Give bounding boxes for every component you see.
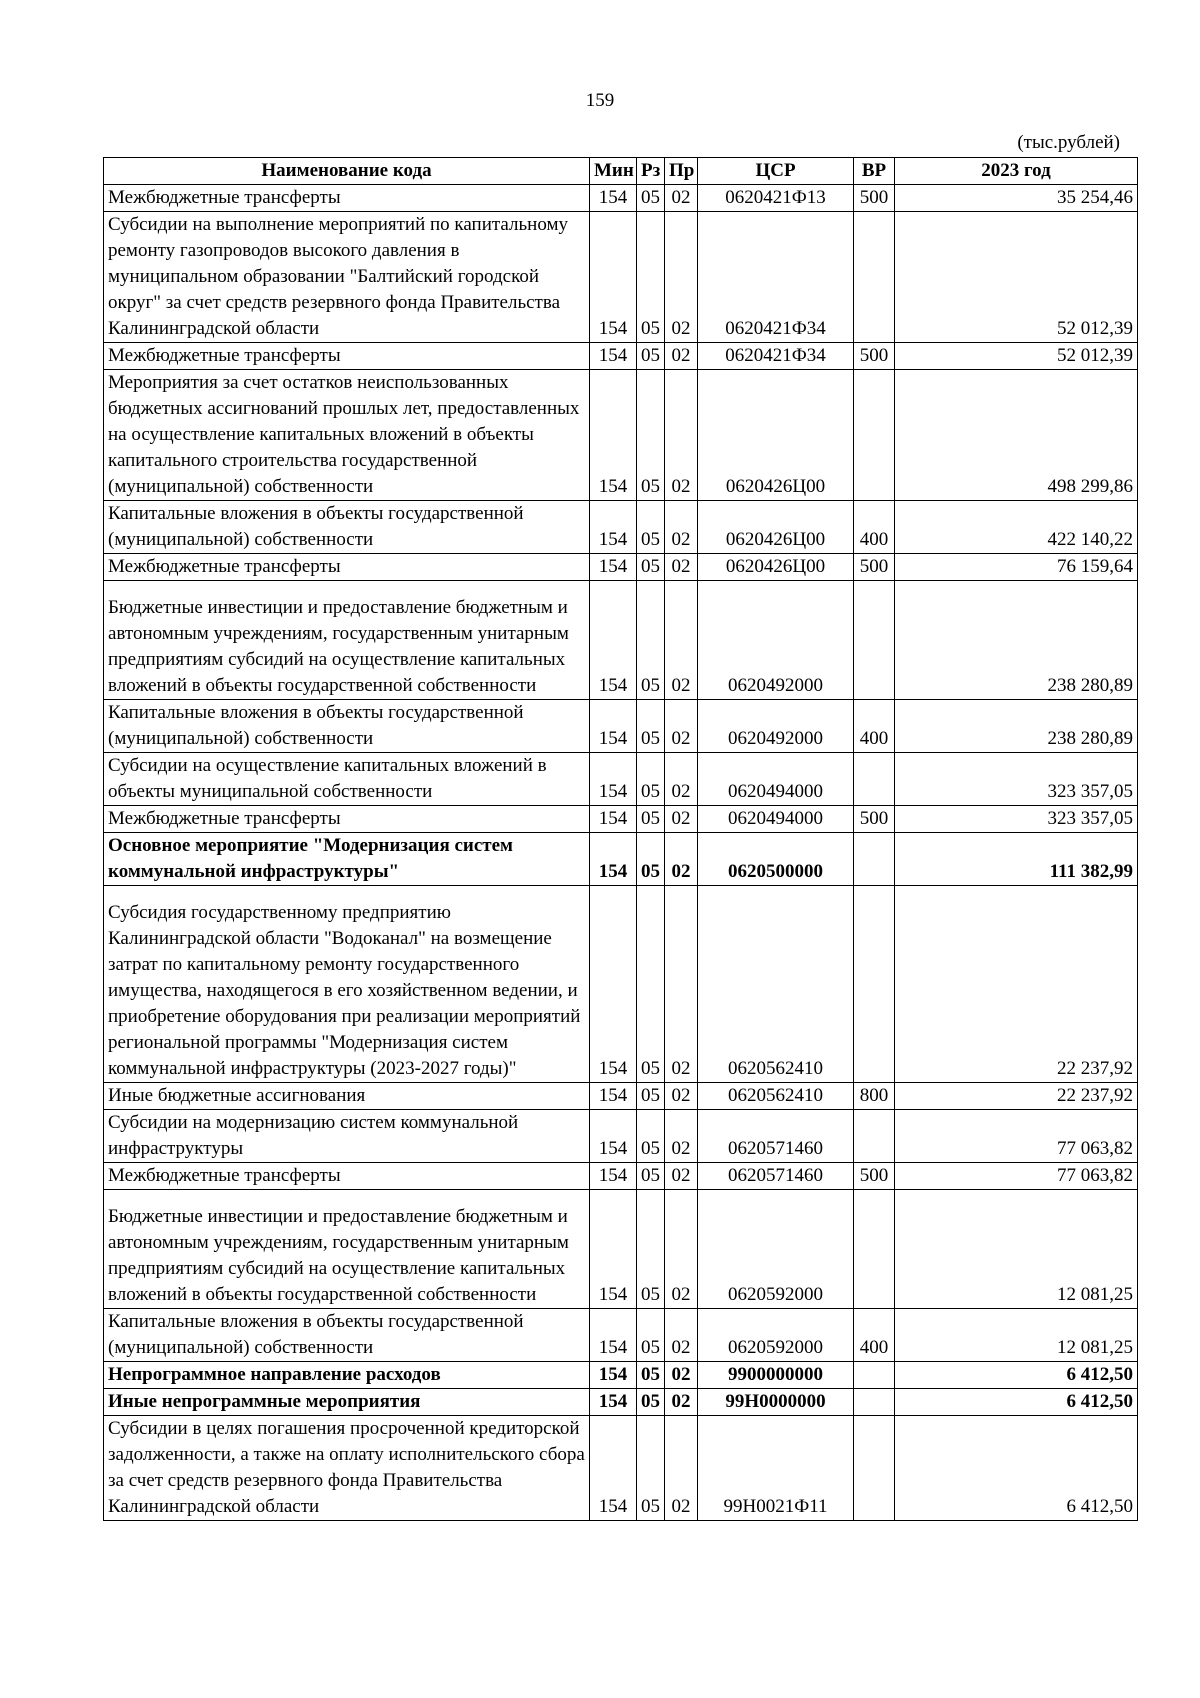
cell-value: 323 357,05	[895, 753, 1138, 806]
cell-pr: 02	[665, 1309, 698, 1362]
cell-csr: 0620492000	[698, 581, 854, 700]
table-row	[104, 501, 1138, 554]
cell-vr	[854, 212, 895, 343]
cell-pr: 02	[665, 212, 698, 343]
cell-vr	[854, 581, 895, 700]
cell-name: Субсидия государственному предприятию Калининградской области "Водоканал" на возмещение затрат по капитальному ремонту государственного имущества, находящегося в его хозяйственном ведении, и приобретение оборудования при реализации мероприятий региональной программы "Модернизация систем коммунальной инфраструктуры (2023-2027 годы)"	[104, 886, 590, 1083]
cell-pr: 02	[665, 1163, 698, 1190]
cell-min: 154	[590, 886, 637, 1083]
table-row	[104, 1309, 1138, 1362]
header-vr: ВР	[854, 158, 895, 185]
table-row	[104, 1389, 1138, 1416]
cell-rz: 05	[637, 212, 665, 343]
table-row	[104, 1163, 1138, 1190]
cell-min: 154	[590, 1110, 637, 1163]
cell-csr: 99Н0021Ф11	[698, 1416, 854, 1521]
cell-min: 154	[590, 1389, 637, 1416]
cell-vr: 400	[854, 1309, 895, 1362]
cell-csr: 99Н0000000	[698, 1389, 854, 1416]
header-year: 2023 год	[895, 158, 1138, 185]
cell-csr: 0620592000	[698, 1309, 854, 1362]
cell-vr: 400	[854, 700, 895, 753]
cell-min: 154	[590, 185, 637, 212]
table-row	[104, 370, 1138, 501]
cell-csr: 0620571460	[698, 1110, 854, 1163]
cell-min: 154	[590, 700, 637, 753]
cell-pr: 02	[665, 753, 698, 806]
budget-table	[103, 157, 1138, 1521]
cell-pr: 02	[665, 1190, 698, 1309]
cell-csr: 9900000000	[698, 1362, 854, 1389]
header-csr: ЦСР	[698, 158, 854, 185]
cell-pr: 02	[665, 700, 698, 753]
cell-csr: 0620494000	[698, 806, 854, 833]
cell-vr	[854, 833, 895, 886]
cell-rz: 05	[637, 370, 665, 501]
cell-value: 22 237,92	[895, 886, 1138, 1083]
cell-min: 154	[590, 833, 637, 886]
cell-name: Межбюджетные трансферты	[104, 343, 590, 370]
cell-csr: 0620426Ц00	[698, 554, 854, 581]
cell-rz: 05	[637, 343, 665, 370]
table-row	[104, 1083, 1138, 1110]
table-row	[104, 554, 1138, 581]
cell-value: 12 081,25	[895, 1309, 1138, 1362]
table-row	[104, 185, 1138, 212]
cell-rz: 05	[637, 806, 665, 833]
cell-name: Субсидии на осуществление капитальных вложений в объекты муниципальной собственности	[104, 753, 590, 806]
page-number: 159	[585, 90, 615, 111]
cell-value: 238 280,89	[895, 581, 1138, 700]
cell-rz: 05	[637, 833, 665, 886]
cell-pr: 02	[665, 886, 698, 1083]
cell-min: 154	[590, 581, 637, 700]
table-row	[104, 343, 1138, 370]
table-row	[104, 833, 1138, 886]
cell-rz: 05	[637, 1110, 665, 1163]
cell-rz: 05	[637, 1190, 665, 1309]
cell-value: 22 237,92	[895, 1083, 1138, 1110]
cell-rz: 05	[637, 1083, 665, 1110]
cell-vr: 400	[854, 501, 895, 554]
cell-value: 111 382,99	[895, 833, 1138, 886]
cell-pr: 02	[665, 1389, 698, 1416]
cell-vr	[854, 1389, 895, 1416]
cell-csr: 0620494000	[698, 753, 854, 806]
cell-min: 154	[590, 753, 637, 806]
cell-value: 6 412,50	[895, 1362, 1138, 1389]
cell-vr	[854, 370, 895, 501]
table-row	[104, 1110, 1138, 1163]
cell-vr	[854, 1416, 895, 1521]
cell-rz: 05	[637, 554, 665, 581]
cell-csr: 0620492000	[698, 700, 854, 753]
cell-pr: 02	[665, 806, 698, 833]
cell-pr: 02	[665, 1362, 698, 1389]
table-row	[104, 1362, 1138, 1389]
cell-rz: 05	[637, 700, 665, 753]
cell-name: Межбюджетные трансферты	[104, 185, 590, 212]
cell-vr: 500	[854, 1163, 895, 1190]
cell-vr	[854, 753, 895, 806]
cell-rz: 05	[637, 1309, 665, 1362]
cell-value: 238 280,89	[895, 700, 1138, 753]
cell-name: Субсидии на выполнение мероприятий по капитальному ремонту газопроводов высокого давления в муниципальном образовании "Балтийский городской округ" за счет средств резервного фонда Правительства Калининградской области	[104, 212, 590, 343]
cell-name: Непрограммное направление расходов	[104, 1362, 590, 1389]
cell-name: Субсидии на модернизацию систем коммунальной инфраструктуры	[104, 1110, 590, 1163]
cell-pr: 02	[665, 1083, 698, 1110]
table-row	[104, 1190, 1138, 1309]
cell-value: 422 140,22	[895, 501, 1138, 554]
header-pr: Пр	[665, 158, 698, 185]
cell-rz: 05	[637, 1362, 665, 1389]
cell-min: 154	[590, 1362, 637, 1389]
cell-min: 154	[590, 370, 637, 501]
cell-min: 154	[590, 343, 637, 370]
table-row	[104, 581, 1138, 700]
cell-rz: 05	[637, 886, 665, 1083]
cell-vr: 500	[854, 185, 895, 212]
cell-vr: 500	[854, 806, 895, 833]
cell-name: Капитальные вложения в объекты государственной (муниципальной) собственности	[104, 501, 590, 554]
cell-min: 154	[590, 1083, 637, 1110]
cell-vr	[854, 1190, 895, 1309]
cell-value: 6 412,50	[895, 1389, 1138, 1416]
table-row	[104, 212, 1138, 343]
cell-name: Иные бюджетные ассигнования	[104, 1083, 590, 1110]
cell-name: Бюджетные инвестиции и предоставление бюджетным и автономным учреждениям, государственным унитарным предприятиям субсидий на осуществление капитальных вложений в объекты государственной собственности	[104, 1190, 590, 1309]
cell-vr: 500	[854, 343, 895, 370]
cell-pr: 02	[665, 501, 698, 554]
cell-name: Иные непрограммные мероприятия	[104, 1389, 590, 1416]
table-row	[104, 1416, 1138, 1521]
cell-rz: 05	[637, 501, 665, 554]
table-row	[104, 700, 1138, 753]
cell-pr: 02	[665, 554, 698, 581]
cell-min: 154	[590, 554, 637, 581]
cell-name: Межбюджетные трансферты	[104, 806, 590, 833]
cell-csr: 0620426Ц00	[698, 370, 854, 501]
cell-name: Межбюджетные трансферты	[104, 1163, 590, 1190]
table-row	[104, 806, 1138, 833]
cell-value: 35 254,46	[895, 185, 1138, 212]
cell-rz: 05	[637, 1416, 665, 1521]
cell-pr: 02	[665, 581, 698, 700]
cell-csr: 0620421Ф13	[698, 185, 854, 212]
cell-value: 77 063,82	[895, 1110, 1138, 1163]
cell-name: Капитальные вложения в объекты государственной (муниципальной) собственности	[104, 700, 590, 753]
cell-csr: 0620562410	[698, 1083, 854, 1110]
cell-csr: 0620426Ц00	[698, 501, 854, 554]
cell-rz: 05	[637, 1163, 665, 1190]
cell-name: Капитальные вложения в объекты государственной (муниципальной) собственности	[104, 1309, 590, 1362]
cell-csr: 0620421Ф34	[698, 343, 854, 370]
cell-vr	[854, 886, 895, 1083]
cell-min: 154	[590, 1163, 637, 1190]
cell-min: 154	[590, 501, 637, 554]
cell-pr: 02	[665, 1110, 698, 1163]
table-row	[104, 886, 1138, 1083]
cell-csr: 0620421Ф34	[698, 212, 854, 343]
units-label: (тыс.рублей)	[1017, 132, 1120, 153]
header-min: Мин	[590, 158, 637, 185]
table-header-row	[104, 158, 1138, 185]
cell-pr: 02	[665, 370, 698, 501]
cell-value: 76 159,64	[895, 554, 1138, 581]
cell-name: Мероприятия за счет остатков неиспользованных бюджетных ассигнований прошлых лет, предоставленных на осуществление капитальных вложений в объекты капитального строительства государственной (муниципальной) собственности	[104, 370, 590, 501]
cell-min: 154	[590, 806, 637, 833]
header-rz: Рз	[637, 158, 665, 185]
cell-rz: 05	[637, 753, 665, 806]
cell-rz: 05	[637, 1389, 665, 1416]
cell-value: 323 357,05	[895, 806, 1138, 833]
cell-value: 52 012,39	[895, 343, 1138, 370]
cell-value: 52 012,39	[895, 212, 1138, 343]
cell-vr	[854, 1110, 895, 1163]
cell-value: 77 063,82	[895, 1163, 1138, 1190]
cell-csr: 0620571460	[698, 1163, 854, 1190]
cell-csr: 0620592000	[698, 1190, 854, 1309]
cell-rz: 05	[637, 185, 665, 212]
cell-vr: 800	[854, 1083, 895, 1110]
cell-pr: 02	[665, 1416, 698, 1521]
cell-value: 6 412,50	[895, 1416, 1138, 1521]
cell-rz: 05	[637, 581, 665, 700]
cell-min: 154	[590, 1190, 637, 1309]
cell-value: 12 081,25	[895, 1190, 1138, 1309]
cell-vr: 500	[854, 554, 895, 581]
cell-csr: 0620562410	[698, 886, 854, 1083]
cell-pr: 02	[665, 343, 698, 370]
cell-name: Основное мероприятие "Модернизация систем коммунальной инфраструктуры"	[104, 833, 590, 886]
cell-pr: 02	[665, 833, 698, 886]
header-name: Наименование кода	[104, 158, 590, 185]
cell-min: 154	[590, 212, 637, 343]
cell-min: 154	[590, 1416, 637, 1521]
cell-min: 154	[590, 1309, 637, 1362]
cell-name: Субсидии в целях погашения просроченной кредиторской задолженности, а также на оплату исполнительского сбора за счет средств резервного фонда Правительства Калининградской области	[104, 1416, 590, 1521]
cell-vr	[854, 1362, 895, 1389]
table-row	[104, 753, 1138, 806]
cell-name: Межбюджетные трансферты	[104, 554, 590, 581]
cell-pr: 02	[665, 185, 698, 212]
cell-value: 498 299,86	[895, 370, 1138, 501]
cell-csr: 0620500000	[698, 833, 854, 886]
cell-name: Бюджетные инвестиции и предоставление бюджетным и автономным учреждениям, государственным унитарным предприятиям субсидий на осуществление капитальных вложений в объекты государственной собственности	[104, 581, 590, 700]
